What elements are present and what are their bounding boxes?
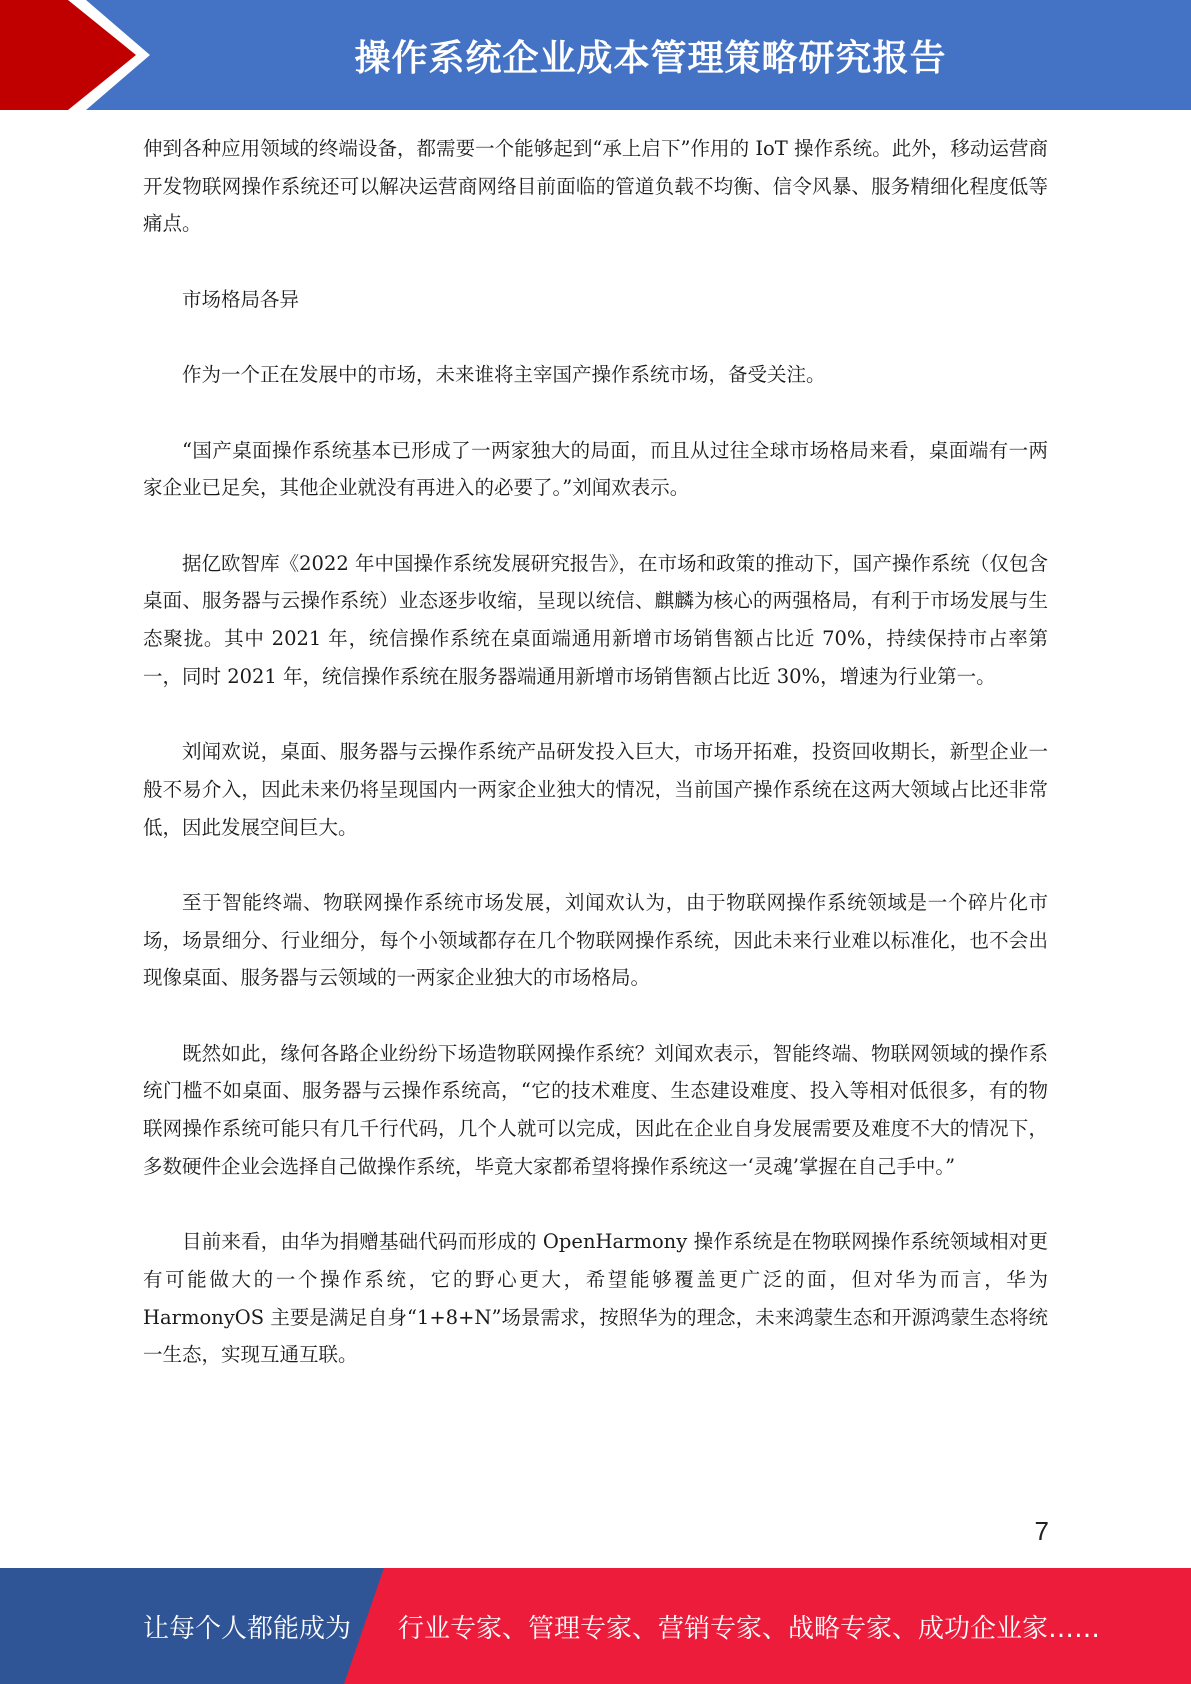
- report-title: 操作系统企业成本管理策略研究报告: [354, 37, 947, 79]
- paragraph: 伸到各种应用领域的终端设备，都需要一个能够起到“承上启下”作用的 IoT 操作系统。此外，移动运营商开发物联网操作系统还可以解决运营商网络目前面临的管道负载不均衡、信令风暴、服务精细化程度低等痛点。: [143, 137, 1048, 236]
- paragraph: 据亿欧智库《2022 年中国操作系统发展研究报告》，在市场和政策的推动下，国产操作系统（仅包含桌面、服务器与云操作系统）业态逐步收缩，呈现以统信、麒麟为核心的两强格局，有利于市场发展与生态聚拢。其中 2021 年，统信操作系统在桌面端通用新增市场销售额占比近 70%，持续保持市占率第一，同时 2021 年，统信操作系统在服务器端通用新增市场销售额占比近 30%，增速为行业第一。: [143, 551, 1048, 688]
- paragraph: 目前来看，由华为捐赠基础代码而形成的 OpenHarmony 操作系统是在物联网操作系统领域相对更有可能做大的一个操作系统，它的野心更大，希望能够覆盖更广泛的面，但对华为而言，华为 HarmonyOS 主要是满足自身“1+8+N”场景需求，按照华为的理念，未来鸿蒙生态和开源鸿蒙生态将统一生态，实现互通互联。: [143, 1230, 1048, 1367]
- paragraph: 至于智能终端、物联网操作系统市场发展，刘闻欢认为，由于物联网操作系统领域是一个碎片化市场，场景细分、行业细分，每个小领域都存在几个物联网操作系统，因此未来行业难以标准化，也不会出现像桌面、服务器与云领域的一两家企业独大的市场格局。: [143, 890, 1048, 990]
- page-number: 7: [1034, 1516, 1049, 1546]
- paragraph: 刘闻欢说，桌面、服务器与云操作系统产品研发投入巨大，市场开拓难，投资回收期长，新型企业一般不易介入，因此未来仍将呈现国内一两家企业独大的情况，当前国产操作系统在这两大领域占比还非常低，因此发展空间巨大。: [143, 740, 1048, 839]
- page-footer: [0, 1568, 1191, 1684]
- paragraph: 作为一个正在发展中的市场，未来谁将主宰国产操作系统市场，备受关注。: [182, 363, 826, 387]
- footer-slogan-left: 让每个人都能成为: [143, 1613, 352, 1644]
- section-heading: 市场格局各异: [182, 287, 300, 311]
- page-header: [0, 0, 1191, 110]
- article-body: [143, 130, 1048, 1374]
- paragraph: 既然如此，缘何各路企业纷纷下场造物联网操作系统？刘闻欢表示，智能终端、物联网领域的操作系统门槛不如桌面、服务器与云操作系统高，“它的技术难度、生态建设难度、投入等相对低很多，有的物联网操作系统可能只有几千行代码，几个人就可以完成，因此在企业自身发展需要及难度不大的情况下，多数硬件企业会选择自己做操作系统，毕竟大家都希望将操作系统这一‘灵魂’掌握在自己手中。”: [143, 1041, 1048, 1178]
- paragraph: “国产桌面操作系统基本已形成了一两家独大的局面，而且从过往全球市场格局来看，桌面端有一两家企业已足矣，其他企业就没有再进入的必要了。”刘闻欢表示。: [143, 438, 1048, 500]
- footer-slogan-right: 行业专家、管理专家、营销专家、战略专家、成功企业家……: [398, 1613, 1101, 1644]
